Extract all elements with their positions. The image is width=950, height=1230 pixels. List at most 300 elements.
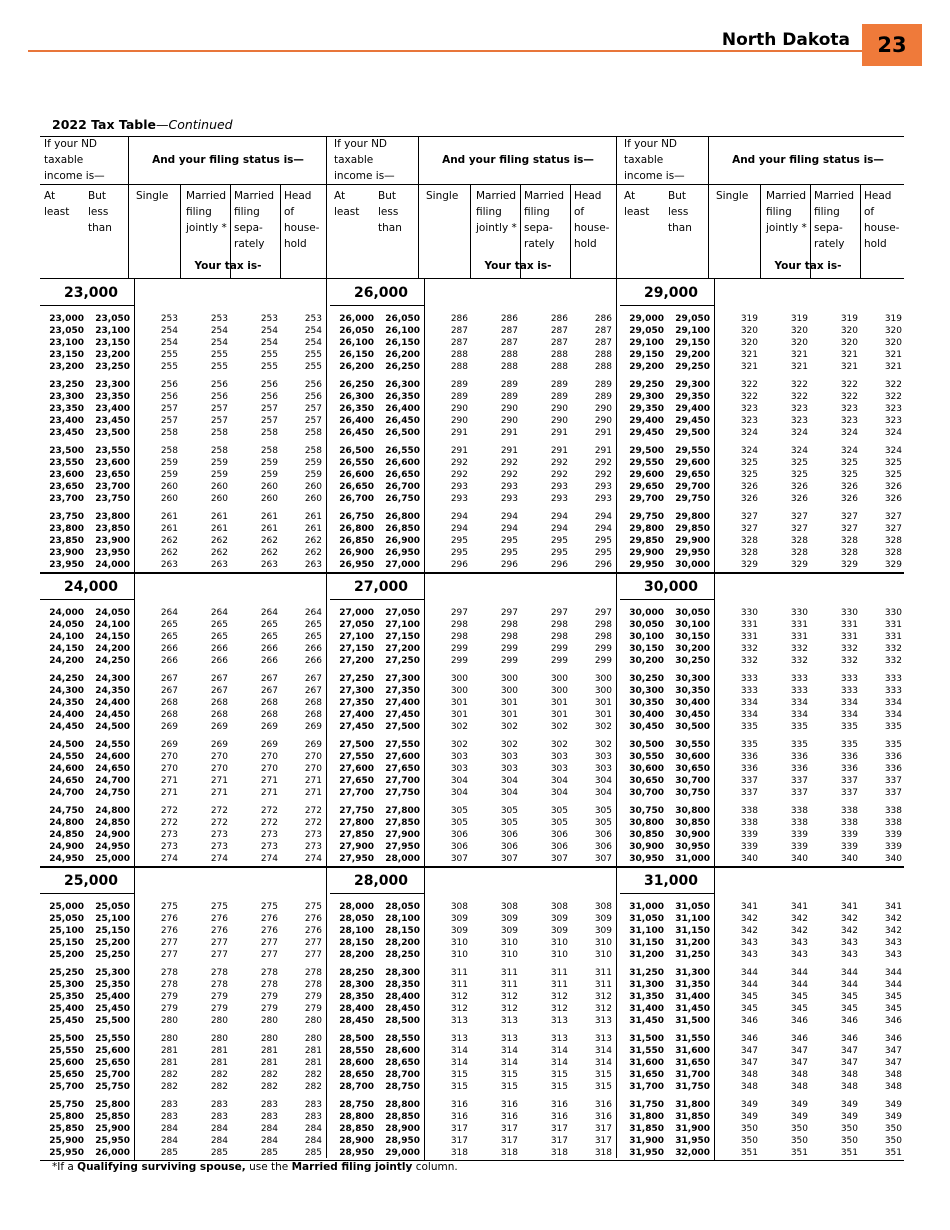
- at-least-value: 29,400: [629, 416, 664, 426]
- tax-single: 289: [450, 380, 468, 390]
- tax-head-household: 253: [304, 314, 322, 324]
- tax-married-separately: 346: [840, 1034, 858, 1044]
- table-row: [40, 991, 324, 1003]
- tax-married-separately: 272: [260, 806, 278, 816]
- block-title-rule: [330, 305, 424, 306]
- tax-head-household: 333: [884, 686, 902, 696]
- tax-single: 266: [160, 656, 178, 666]
- block-title-rule: [40, 305, 134, 306]
- filing-status-header: And your filing status is—: [442, 154, 594, 166]
- but-less-value: 28,500: [385, 1016, 420, 1026]
- at-least-value: 31,800: [629, 1112, 664, 1122]
- tax-head-household: 334: [884, 710, 902, 720]
- but-less-value: 30,100: [675, 620, 710, 630]
- but-less-value: 32,000: [675, 1148, 710, 1158]
- tax-head-household: 276: [304, 926, 322, 936]
- tax-married-separately: 351: [840, 1148, 858, 1158]
- tax-head-household: 257: [304, 416, 322, 426]
- tax-married-jointly: 332: [790, 644, 808, 654]
- tax-single: 303: [450, 764, 468, 774]
- tax-married-jointly: 313: [500, 1034, 518, 1044]
- tax-single: 305: [450, 806, 468, 816]
- but-less-value: 24,150: [95, 632, 130, 642]
- tax-married-jointly: 287: [500, 326, 518, 336]
- tax-head-household: 257: [304, 404, 322, 414]
- tax-married-jointly: 280: [210, 1016, 228, 1026]
- but-less-value: 28,000: [385, 854, 420, 864]
- at-least-value: 31,950: [629, 1148, 664, 1158]
- table-row: [330, 739, 614, 751]
- tax-head-household: 345: [884, 992, 902, 1002]
- at-least-value: 28,700: [339, 1082, 374, 1092]
- at-least-value: 24,600: [49, 764, 84, 774]
- tax-married-separately: 286: [550, 314, 568, 324]
- table-row: [330, 1135, 614, 1147]
- at-least-value: 28,100: [339, 926, 374, 936]
- tax-head-household: 260: [304, 494, 322, 504]
- tax-head-household: 293: [594, 494, 612, 504]
- at-least-value: 23,400: [49, 416, 84, 426]
- tax-head-household: 312: [594, 992, 612, 1002]
- head-household-header: Head of house- hold: [284, 190, 320, 250]
- tax-single: 317: [450, 1124, 468, 1134]
- tax-head-household: 350: [884, 1136, 902, 1146]
- at-least-value: 30,550: [629, 752, 664, 762]
- tax-married-jointly: 335: [790, 740, 808, 750]
- but-less-value: 24,850: [95, 818, 130, 828]
- tax-married-separately: 294: [550, 524, 568, 534]
- tax-married-separately: 282: [260, 1070, 278, 1080]
- tax-married-jointly: 258: [210, 446, 228, 456]
- but-less-value: 25,250: [95, 950, 130, 960]
- tax-head-household: 306: [594, 842, 612, 852]
- tax-single: 257: [160, 404, 178, 414]
- tax-head-household: 315: [594, 1082, 612, 1092]
- at-least-value: 27,100: [339, 632, 374, 642]
- table-row: [330, 313, 614, 325]
- table-row: [620, 1147, 904, 1159]
- tax-single: 328: [740, 548, 758, 558]
- tax-married-separately: 289: [550, 392, 568, 402]
- tax-married-jointly: 272: [210, 806, 228, 816]
- tax-married-jointly: 263: [210, 560, 228, 570]
- table-row: [330, 493, 614, 505]
- table-row: [330, 1045, 614, 1057]
- tax-married-separately: 256: [260, 392, 278, 402]
- tax-married-jointly: 297: [500, 608, 518, 618]
- tax-head-household: 326: [884, 494, 902, 504]
- tax-married-separately: 327: [840, 524, 858, 534]
- tax-head-household: 346: [884, 1016, 902, 1026]
- but-less-value: 24,000: [95, 560, 130, 570]
- tax-single: 316: [450, 1100, 468, 1110]
- tax-married-separately: 314: [550, 1046, 568, 1056]
- tax-head-household: 313: [594, 1034, 612, 1044]
- tax-head-household: 295: [594, 536, 612, 546]
- table-row: [330, 427, 614, 439]
- tax-married-jointly: 347: [790, 1058, 808, 1068]
- table-row: [620, 1033, 904, 1045]
- but-less-value: 27,950: [385, 842, 420, 852]
- tax-married-jointly: 271: [210, 788, 228, 798]
- tax-married-jointly: 345: [790, 992, 808, 1002]
- but-less-value: 25,350: [95, 980, 130, 990]
- but-less-value: 25,100: [95, 914, 130, 924]
- but-less-value: 30,500: [675, 722, 710, 732]
- but-less-value: 23,300: [95, 380, 130, 390]
- tax-married-jointly: 326: [790, 494, 808, 504]
- at-least-header: At least: [44, 190, 70, 218]
- tax-married-jointly: 285: [210, 1148, 228, 1158]
- table-row: [330, 1147, 614, 1159]
- table-row: [620, 361, 904, 373]
- table-row: [40, 325, 324, 337]
- table-row: [330, 643, 614, 655]
- tax-married-jointly: 348: [790, 1070, 808, 1080]
- tax-married-separately: 294: [550, 512, 568, 522]
- block-title-rule: [620, 599, 714, 600]
- but-less-value: 27,450: [385, 710, 420, 720]
- tax-head-household: 320: [884, 338, 902, 348]
- table-row: [40, 337, 324, 349]
- but-less-value: 30,400: [675, 698, 710, 708]
- tax-married-jointly: 291: [500, 428, 518, 438]
- tax-head-household: 277: [304, 938, 322, 948]
- tax-married-separately: 334: [840, 698, 858, 708]
- at-least-value: 23,300: [49, 392, 84, 402]
- tax-married-separately: 326: [840, 494, 858, 504]
- block-title-rule: [330, 599, 424, 600]
- table-row: [330, 709, 614, 721]
- but-less-value: 29,450: [675, 416, 710, 426]
- at-least-value: 24,550: [49, 752, 84, 762]
- at-least-value: 27,900: [339, 842, 374, 852]
- at-least-value: 24,250: [49, 674, 84, 684]
- tax-single: 290: [450, 416, 468, 426]
- at-least-value: 28,350: [339, 992, 374, 1002]
- tax-married-jointly: 310: [500, 938, 518, 948]
- tax-married-separately: 306: [550, 842, 568, 852]
- tax-head-household: 263: [304, 560, 322, 570]
- tax-single: 300: [450, 674, 468, 684]
- tax-married-separately: 277: [260, 950, 278, 960]
- tax-head-household: 301: [594, 698, 612, 708]
- table-row: [330, 685, 614, 697]
- table-row: [330, 721, 614, 733]
- but-less-value: 29,650: [675, 470, 710, 480]
- but-less-value: 30,300: [675, 674, 710, 684]
- tax-single: 256: [160, 392, 178, 402]
- but-less-value: 29,600: [675, 458, 710, 468]
- tax-married-separately: 259: [260, 458, 278, 468]
- at-least-value: 23,650: [49, 482, 84, 492]
- at-least-value: 27,000: [339, 608, 374, 618]
- table-row: [40, 655, 324, 667]
- tax-married-jointly: 257: [210, 416, 228, 426]
- tax-married-separately: 271: [260, 776, 278, 786]
- table-row: [330, 607, 614, 619]
- at-least-value: 29,100: [629, 338, 664, 348]
- tax-head-household: 259: [304, 458, 322, 468]
- tax-single: 337: [740, 776, 758, 786]
- tax-head-household: 258: [304, 446, 322, 456]
- tax-married-jointly: 284: [210, 1136, 228, 1146]
- tax-married-jointly: 282: [210, 1082, 228, 1092]
- tax-head-household: 339: [884, 842, 902, 852]
- tax-married-jointly: 305: [500, 818, 518, 828]
- tax-married-separately: 323: [840, 416, 858, 426]
- but-less-value: 26,750: [385, 494, 420, 504]
- tax-married-jointly: 295: [500, 548, 518, 558]
- but-less-value: 27,550: [385, 740, 420, 750]
- table-row: [40, 709, 324, 721]
- tax-head-household: 288: [594, 350, 612, 360]
- but-less-value: 30,200: [675, 644, 710, 654]
- at-least-value: 27,500: [339, 740, 374, 750]
- at-least-value: 28,800: [339, 1112, 374, 1122]
- tax-single: 307: [450, 854, 468, 864]
- but-less-value: 23,700: [95, 482, 130, 492]
- tax-married-jointly: 272: [210, 818, 228, 828]
- married-separately-header: Married filing sepa- rately: [524, 190, 564, 250]
- tax-single: 256: [160, 380, 178, 390]
- tax-married-separately: 257: [260, 416, 278, 426]
- tax-married-separately: 325: [840, 470, 858, 480]
- tax-single: 316: [450, 1112, 468, 1122]
- tax-married-jointly: 341: [790, 902, 808, 912]
- tax-head-household: 330: [884, 608, 902, 618]
- but-less-value: 28,150: [385, 926, 420, 936]
- tax-married-jointly: 317: [500, 1124, 518, 1134]
- at-least-value: 25,650: [49, 1070, 84, 1080]
- tax-married-jointly: 274: [210, 854, 228, 864]
- at-least-value: 23,450: [49, 428, 84, 438]
- but-less-value: 28,350: [385, 980, 420, 990]
- table-row: [620, 697, 904, 709]
- tax-married-jointly: 328: [790, 548, 808, 558]
- but-less-value: 31,100: [675, 914, 710, 924]
- tax-married-jointly: 339: [790, 842, 808, 852]
- tax-married-jointly: 273: [210, 830, 228, 840]
- tax-single: 322: [740, 380, 758, 390]
- table-caption: [52, 117, 233, 132]
- tax-single: 327: [740, 512, 758, 522]
- at-least-value: 28,050: [339, 914, 374, 924]
- tax-single: 311: [450, 968, 468, 978]
- tax-married-separately: 348: [840, 1070, 858, 1080]
- tax-head-household: 291: [594, 428, 612, 438]
- at-least-value: 29,000: [629, 314, 664, 324]
- at-least-value: 31,600: [629, 1058, 664, 1068]
- tax-married-jointly: 292: [500, 470, 518, 480]
- tax-single: 350: [740, 1136, 758, 1146]
- but-less-value: 27,800: [385, 806, 420, 816]
- tax-head-household: 310: [594, 950, 612, 960]
- at-least-value: 29,550: [629, 458, 664, 468]
- at-least-value: 26,200: [339, 362, 374, 372]
- but-less-value: 24,500: [95, 722, 130, 732]
- tax-single: 282: [160, 1082, 178, 1092]
- block-title: 26,000: [354, 285, 409, 301]
- tax-single: 303: [450, 752, 468, 762]
- tax-single: 280: [160, 1034, 178, 1044]
- table-row: [40, 403, 324, 415]
- tax-married-jointly: 261: [210, 524, 228, 534]
- tax-married-separately: 347: [840, 1058, 858, 1068]
- at-least-value: 26,300: [339, 392, 374, 402]
- but-less-value: 27,150: [385, 632, 420, 642]
- at-least-value: 30,800: [629, 818, 664, 828]
- tax-married-jointly: 305: [500, 806, 518, 816]
- table-row: [40, 415, 324, 427]
- tax-married-separately: 319: [840, 314, 858, 324]
- but-less-value: 23,050: [95, 314, 130, 324]
- but-less-value: 28,950: [385, 1136, 420, 1146]
- but-less-value: 23,850: [95, 524, 130, 534]
- at-least-value: 23,250: [49, 380, 84, 390]
- at-least-value: 30,450: [629, 722, 664, 732]
- income-header: If your ND taxable income is—: [334, 138, 395, 182]
- tax-head-household: 299: [594, 644, 612, 654]
- at-least-value: 28,000: [339, 902, 374, 912]
- tax-married-separately: 316: [550, 1100, 568, 1110]
- tax-married-jointly: 323: [790, 416, 808, 426]
- table-row: [620, 709, 904, 721]
- tax-married-separately: 317: [550, 1136, 568, 1146]
- table-row: [330, 361, 614, 373]
- tax-married-jointly: 342: [790, 926, 808, 936]
- but-less-value: 30,750: [675, 788, 710, 798]
- table-row: [40, 751, 324, 763]
- tax-married-separately: 259: [260, 470, 278, 480]
- tax-married-separately: 312: [550, 992, 568, 1002]
- but-less-value: 25,900: [95, 1124, 130, 1134]
- tax-head-household: 325: [884, 458, 902, 468]
- tax-married-separately: 295: [550, 548, 568, 558]
- table-row: [330, 925, 614, 937]
- table-row: [40, 631, 324, 643]
- table-row: [620, 913, 904, 925]
- tax-head-household: 348: [884, 1070, 902, 1080]
- at-least-value: 25,100: [49, 926, 84, 936]
- tax-married-jointly: 317: [500, 1136, 518, 1146]
- tax-head-household: 294: [594, 512, 612, 522]
- but-less-value: 25,950: [95, 1136, 130, 1146]
- tax-married-jointly: 344: [790, 980, 808, 990]
- tax-head-household: 332: [884, 644, 902, 654]
- tax-married-separately: 321: [840, 362, 858, 372]
- tax-married-separately: 342: [840, 926, 858, 936]
- tax-head-household: 274: [304, 854, 322, 864]
- at-least-value: 24,350: [49, 698, 84, 708]
- tax-head-household: 320: [884, 326, 902, 336]
- but-less-value: 24,050: [95, 608, 130, 618]
- at-least-value: 23,200: [49, 362, 84, 372]
- table-row: [40, 763, 324, 775]
- tax-married-jointly: 325: [790, 458, 808, 468]
- but-less-value: 30,950: [675, 842, 710, 852]
- tax-single: 331: [740, 632, 758, 642]
- tax-married-jointly: 315: [500, 1082, 518, 1092]
- table-row: [330, 979, 614, 991]
- but-less-value: 23,250: [95, 362, 130, 372]
- table-row: [620, 511, 904, 523]
- tax-head-household: 276: [304, 914, 322, 924]
- table-row: [330, 817, 614, 829]
- tax-head-household: 272: [304, 806, 322, 816]
- at-least-value: 24,650: [49, 776, 84, 786]
- tax-head-household: 336: [884, 752, 902, 762]
- table-row: [620, 1069, 904, 1081]
- but-less-value: 26,000: [95, 1148, 130, 1158]
- married-jointly-header: Married filing jointly *: [186, 190, 227, 234]
- but-less-value: 26,450: [385, 416, 420, 426]
- tax-married-jointly: 277: [210, 938, 228, 948]
- at-least-value: 26,850: [339, 536, 374, 546]
- tax-single: 335: [740, 740, 758, 750]
- but-less-value: 29,050: [675, 314, 710, 324]
- at-least-value: 24,500: [49, 740, 84, 750]
- at-least-value: 23,950: [49, 560, 84, 570]
- tax-single: 306: [450, 842, 468, 852]
- table-row: [40, 481, 324, 493]
- at-least-value: 23,750: [49, 512, 84, 522]
- at-least-value: 25,050: [49, 914, 84, 924]
- tax-head-household: 265: [304, 620, 322, 630]
- tax-head-household: 281: [304, 1046, 322, 1056]
- tax-married-jointly: 315: [500, 1070, 518, 1080]
- tax-head-household: 322: [884, 380, 902, 390]
- tax-married-jointly: 299: [500, 656, 518, 666]
- at-least-value: 29,450: [629, 428, 664, 438]
- tax-single: 265: [160, 620, 178, 630]
- tax-married-separately: 315: [550, 1070, 568, 1080]
- at-least-value: 28,400: [339, 1004, 374, 1014]
- tax-married-separately: 269: [260, 740, 278, 750]
- but-less-value: 31,700: [675, 1070, 710, 1080]
- at-least-value: 28,200: [339, 950, 374, 960]
- tax-head-household: 347: [884, 1046, 902, 1056]
- tax-head-household: 262: [304, 548, 322, 558]
- tax-single: 314: [450, 1058, 468, 1068]
- tax-head-household: 287: [594, 338, 612, 348]
- tax-head-household: 273: [304, 830, 322, 840]
- tax-single: 258: [160, 446, 178, 456]
- tax-head-household: 321: [884, 362, 902, 372]
- tax-married-jointly: 268: [210, 710, 228, 720]
- but-less-value: 29,400: [675, 404, 710, 414]
- tax-head-household: 292: [594, 458, 612, 468]
- tax-married-separately: 303: [550, 764, 568, 774]
- tax-head-household: 327: [884, 524, 902, 534]
- at-least-value: 29,950: [629, 560, 664, 570]
- at-least-value: 26,250: [339, 380, 374, 390]
- tax-married-separately: 311: [550, 968, 568, 978]
- at-least-value: 30,350: [629, 698, 664, 708]
- tax-head-household: 349: [884, 1112, 902, 1122]
- tax-head-household: 305: [594, 818, 612, 828]
- tax-married-separately: 313: [550, 1016, 568, 1026]
- at-least-value: 30,300: [629, 686, 664, 696]
- tax-single: 338: [740, 806, 758, 816]
- tax-head-household: 269: [304, 740, 322, 750]
- at-least-value: 28,500: [339, 1034, 374, 1044]
- tax-married-separately: 282: [260, 1082, 278, 1092]
- tax-single: 293: [450, 494, 468, 504]
- tax-head-household: 287: [594, 326, 612, 336]
- at-least-value: 26,400: [339, 416, 374, 426]
- but-less-value: 23,600: [95, 458, 130, 468]
